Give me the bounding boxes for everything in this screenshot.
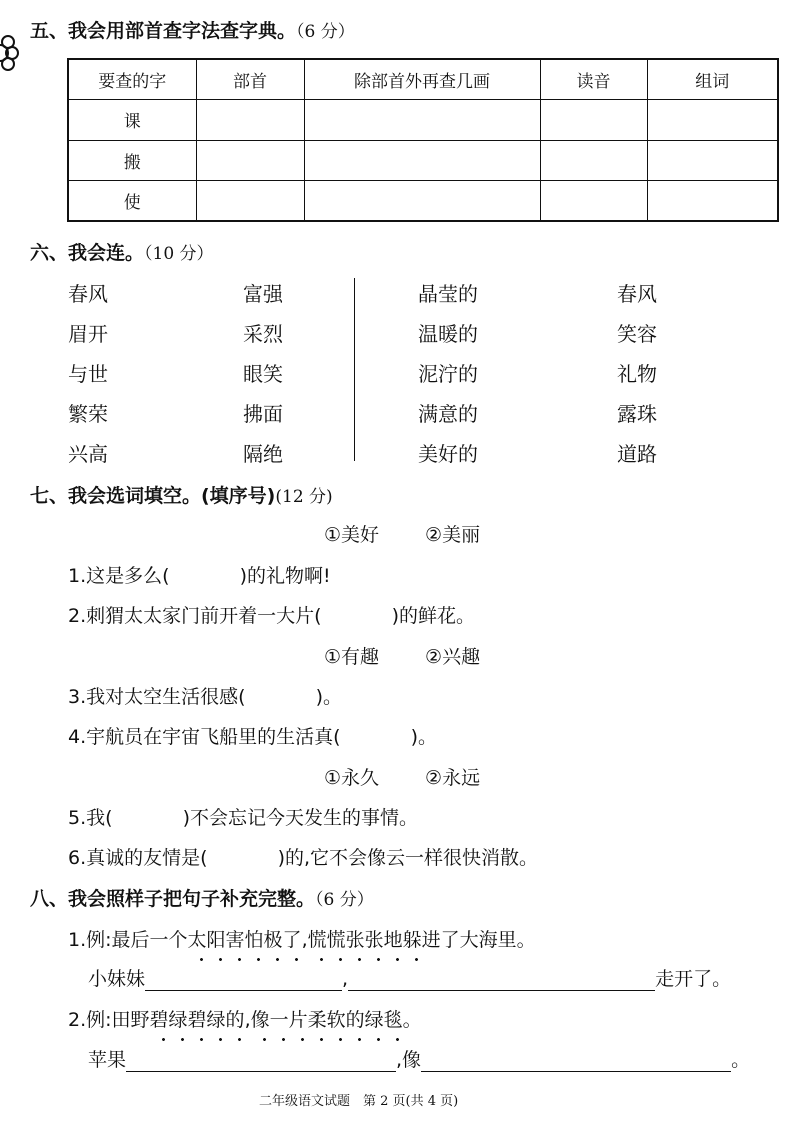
- header-radical: 部首: [196, 59, 304, 99]
- match-word[interactable]: 美好的: [418, 442, 478, 466]
- question-number: 1.: [68, 565, 87, 587]
- emphasized-text: 太阳害怕极了: [188, 925, 302, 952]
- question-text: )的,它不会像云一样很快消散。: [277, 847, 539, 869]
- option: ①永久: [324, 767, 380, 789]
- section8-points: （6 分）: [315, 890, 374, 910]
- match-word[interactable]: 兴高: [68, 442, 108, 466]
- fill-sentence-1: [88, 964, 731, 991]
- answer-line[interactable]: [348, 968, 655, 991]
- match-word[interactable]: 礼物: [617, 362, 657, 386]
- option-group-3: [324, 763, 480, 790]
- match-word[interactable]: 隔绝: [243, 442, 283, 466]
- match-word[interactable]: 露珠: [617, 402, 657, 426]
- section8-title: [30, 884, 374, 911]
- table-row: [68, 99, 778, 140]
- question-text: )的礼物啊!: [239, 565, 331, 587]
- answer-cell[interactable]: [196, 99, 304, 140]
- question-1: [68, 561, 331, 588]
- answer-cell[interactable]: [196, 180, 304, 221]
- question-number: 3.: [68, 686, 87, 708]
- option: ①美好: [324, 524, 380, 546]
- row-char: 搬: [68, 140, 196, 180]
- example-text: 例:田野: [86, 1009, 150, 1031]
- question-number: 6.: [68, 847, 87, 869]
- match-word[interactable]: 采烈: [243, 322, 283, 346]
- section5-points: （6 分）: [296, 22, 355, 42]
- match-word[interactable]: 春风: [68, 282, 108, 306]
- example-text: 进了大海里。: [421, 929, 536, 951]
- emphasized-text: 碧绿碧绿的: [150, 1005, 245, 1032]
- answer-cell[interactable]: [540, 180, 647, 221]
- page-footer: 二年级语文试题 第 2 页(共 4 页): [259, 1094, 459, 1109]
- table-row: [68, 140, 778, 180]
- question-number: 4.: [68, 726, 87, 748]
- question-2: [68, 601, 475, 628]
- option: ②美丽: [425, 524, 481, 546]
- example-text: ,: [301, 929, 308, 951]
- question-3: [68, 682, 342, 709]
- match-word[interactable]: 晶莹的: [418, 282, 478, 306]
- example-1: [68, 925, 536, 952]
- header-pronunciation: 读音: [540, 59, 647, 99]
- example-text: ,: [244, 1009, 251, 1031]
- question-number: 5.: [68, 807, 87, 829]
- match-word[interactable]: 道路: [617, 442, 657, 466]
- question-5: [68, 803, 418, 830]
- answer-cell[interactable]: [540, 140, 647, 180]
- sentence-end: 。: [731, 1049, 751, 1071]
- answer-cell[interactable]: [196, 140, 304, 180]
- column-divider: [354, 278, 355, 461]
- match-word[interactable]: 繁荣: [68, 402, 108, 426]
- question-text: 这是多么(: [86, 565, 170, 587]
- section7-title-text: 七、我会选词填空。(填序号): [30, 485, 276, 507]
- row-char: 课: [68, 99, 196, 140]
- question-text: 刺猬太太家门前开着一大片(: [86, 605, 322, 627]
- example-text: 例:最后一个: [86, 929, 188, 951]
- question-number: 1.: [68, 929, 87, 951]
- match-word[interactable]: 春风: [617, 282, 657, 306]
- emphasized-text: 像一片柔软的绿毯: [251, 1005, 403, 1032]
- answer-line[interactable]: [421, 1049, 731, 1072]
- header-strokes: 除部首外再查几画: [304, 59, 540, 99]
- sentence-start: 苹果: [88, 1049, 127, 1071]
- section6-title-text: 六、我会连。: [30, 242, 145, 264]
- option-group-1: [324, 520, 480, 547]
- fill-sentence-2: [88, 1045, 750, 1072]
- question-text: )。: [315, 686, 342, 708]
- match-word[interactable]: 眼笑: [243, 362, 283, 386]
- question-text: 真诚的友情是(: [86, 847, 208, 869]
- question-4: [68, 722, 437, 749]
- match-word[interactable]: 泥泞的: [418, 362, 478, 386]
- match-word[interactable]: 与世: [68, 362, 108, 386]
- question-number: 2.: [68, 605, 87, 627]
- answer-cell[interactable]: [304, 180, 540, 221]
- match-word[interactable]: 拂面: [243, 402, 283, 426]
- example-text: 。: [402, 1009, 422, 1031]
- answer-line[interactable]: [126, 1049, 396, 1072]
- question-text: )。: [410, 726, 437, 748]
- row-char: 使: [68, 180, 196, 221]
- answer-cell[interactable]: [304, 140, 540, 180]
- option: ①有趣: [324, 646, 380, 668]
- sentence-text: ,: [342, 968, 349, 990]
- answer-cell[interactable]: [647, 180, 778, 221]
- match-word[interactable]: 温暖的: [418, 322, 478, 346]
- match-word[interactable]: 眉开: [68, 322, 108, 346]
- table-row: [68, 180, 778, 221]
- answer-cell[interactable]: [647, 140, 778, 180]
- answer-cell[interactable]: [304, 99, 540, 140]
- header-char: 要查的字: [68, 59, 196, 99]
- option-group-2: [324, 642, 480, 669]
- option: ②兴趣: [425, 646, 481, 668]
- match-word[interactable]: 笑容: [617, 322, 657, 346]
- emphasized-text: 慌慌张张地躲: [308, 925, 422, 952]
- question-text: 我(: [86, 807, 113, 829]
- answer-cell[interactable]: [647, 99, 778, 140]
- sentence-end: 走开了。: [655, 968, 732, 990]
- answer-line[interactable]: [145, 968, 342, 991]
- example-2: [68, 1005, 422, 1032]
- question-text: 宇航员在宇宙飞船里的生活真(: [86, 726, 341, 748]
- sentence-start: 小妹妹: [88, 968, 146, 990]
- section6-title: [30, 238, 214, 265]
- section5-title: [30, 16, 355, 43]
- flower-decoration: [0, 28, 24, 78]
- match-word[interactable]: 满意的: [418, 402, 478, 426]
- table-header-row: [68, 59, 778, 99]
- question-text: )的鲜花。: [391, 605, 475, 627]
- sentence-text: ,像: [396, 1049, 422, 1071]
- section8-title-text: 八、我会照样子把句子补充完整。: [30, 888, 316, 910]
- question-text: 我对太空生活很感(: [86, 686, 246, 708]
- header-words: 组词: [647, 59, 778, 99]
- match-word[interactable]: 富强: [243, 282, 283, 306]
- section5-title-text: 五、我会用部首查字法查字典。: [30, 20, 297, 42]
- section6-points: （10 分）: [144, 244, 214, 264]
- section7-title: [30, 481, 333, 508]
- section7-points: (12 分): [275, 487, 333, 507]
- question-text: )不会忘记今天发生的事情。: [182, 807, 418, 829]
- dictionary-lookup-table: [67, 58, 779, 222]
- answer-cell[interactable]: [540, 99, 647, 140]
- question-number: 2.: [68, 1009, 87, 1031]
- question-6: [68, 843, 538, 870]
- option: ②永远: [425, 767, 481, 789]
